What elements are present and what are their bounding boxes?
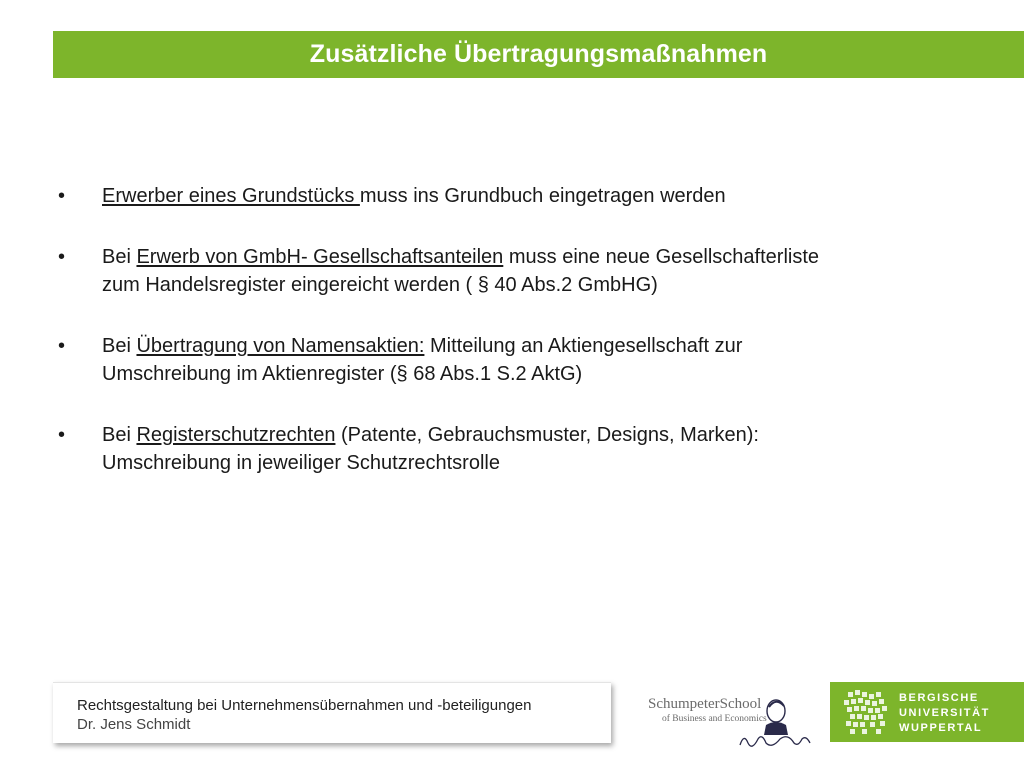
- bullet-text-post: (Patente, Gebrauchsmuster, Designs, Marken):: [335, 424, 759, 446]
- bullet-dot: •: [58, 335, 66, 357]
- bullet-text-line2: Umschreibung in jeweiliger Schutzrechtsrolle: [102, 452, 500, 474]
- bullet-text-post: muss ins Grundbuch eingetragen werden: [359, 185, 726, 207]
- bullet-text-pre: Bei: [102, 246, 137, 268]
- bullet-dot: •: [58, 246, 66, 268]
- bullet-text-underlined: Erwerber eines Grundstücks: [102, 185, 360, 207]
- bullet-text-post: muss eine neue Gesellschafterliste: [503, 246, 820, 268]
- bullet-text-underlined: Erwerb von GmbH- Gesellschaftsanteilen: [136, 246, 504, 268]
- bullet-text-post: Mitteilung an Aktiengesellschaft zur: [424, 335, 743, 357]
- bullet-text-line2: Umschreibung im Aktienregister (§ 68 Abs.1 S.2 AktG): [102, 363, 583, 385]
- university-name: [899, 691, 990, 736]
- schumpeter-school-subtitle: of Business and Economics: [662, 714, 767, 724]
- bullet-text-underlined: Registerschutzrechten: [136, 424, 336, 446]
- bullet-item: [58, 332, 958, 388]
- footer-box: [53, 682, 611, 743]
- bullet-text-pre: Bei: [102, 424, 137, 446]
- bullet-text-line2: zum Handelsregister eingereicht werden ( § 40 Abs.2 GmbHG): [102, 274, 658, 296]
- schumpeter-school-name: SchumpeterSchool: [648, 696, 762, 712]
- bullet-text-underlined: Übertragung von Namensaktien:: [136, 335, 425, 357]
- title-bar: [53, 31, 1024, 78]
- bullet-item: [58, 243, 958, 299]
- footer-course-title: Rechtsgestaltung bei Unternehmensübernahmen und -beteiligungen: [77, 697, 532, 714]
- schumpeter-school-logo: [648, 693, 818, 753]
- university-name-line1: BERGISCHE: [899, 692, 979, 704]
- schumpeter-portrait-signature-icon: [648, 693, 818, 753]
- lion-crest-icon: [838, 684, 900, 740]
- slide-title: Zusätzliche Übertragungsmaßnahmen: [309, 40, 768, 68]
- bullet-item: [58, 421, 958, 477]
- footer-author: Dr. Jens Schmidt: [77, 716, 191, 733]
- bullet-item: [58, 182, 958, 210]
- bullet-text-pre: Bei: [102, 335, 137, 357]
- bullet-list: [58, 182, 958, 510]
- bullet-dot: •: [58, 424, 66, 446]
- university-name-line2: UNIVERSITÄT: [899, 707, 990, 719]
- university-name-line3: WUPPERTAL: [899, 722, 983, 734]
- university-logo: [830, 682, 1024, 742]
- bullet-dot: •: [58, 185, 66, 207]
